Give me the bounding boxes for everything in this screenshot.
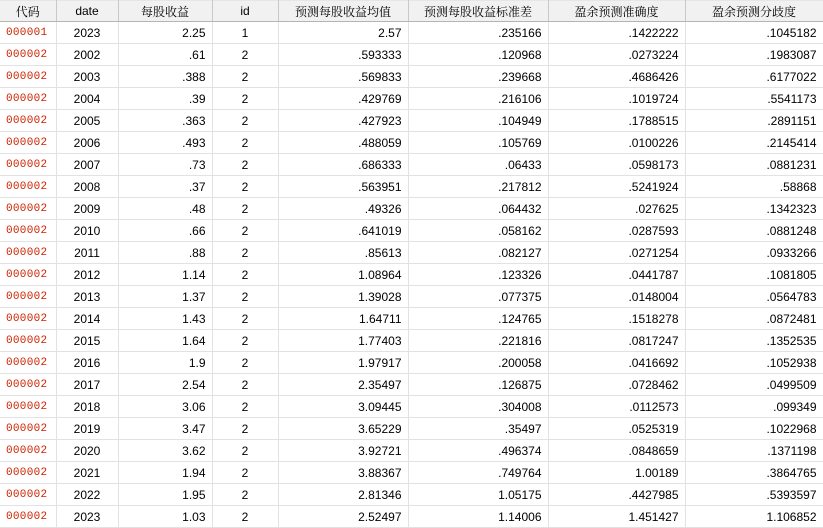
cell-mean[interactable]: .85613 <box>278 242 408 264</box>
cell-std[interactable]: .200058 <box>408 352 548 374</box>
cell-mean[interactable]: 1.97917 <box>278 352 408 374</box>
cell-code[interactable]: 000002 <box>0 176 56 198</box>
cell-code[interactable]: 000002 <box>0 374 56 396</box>
cell-disp[interactable]: .1052938 <box>685 352 823 374</box>
cell-std[interactable]: .304008 <box>408 396 548 418</box>
table-header <box>0 1 823 22</box>
cell-mean[interactable]: 2.35497 <box>278 374 408 396</box>
cell-disp[interactable]: .2145414 <box>685 132 823 154</box>
cell-std[interactable]: .496374 <box>408 440 548 462</box>
cell-std[interactable]: .123326 <box>408 264 548 286</box>
column-header-code[interactable]: 代码 <box>0 1 56 22</box>
cell-id[interactable]: 2 <box>212 330 278 352</box>
cell-id[interactable]: 1 <box>212 22 278 44</box>
cell-code[interactable]: 000002 <box>0 198 56 220</box>
cell-acc[interactable]: .0287593 <box>548 220 685 242</box>
cell-disp[interactable]: .5541173 <box>685 88 823 110</box>
cell-id[interactable]: 2 <box>212 220 278 242</box>
cell-eps[interactable]: .388 <box>118 66 212 88</box>
cell-code[interactable]: 000002 <box>0 242 56 264</box>
table-row[interactable] <box>0 396 823 418</box>
cell-mean[interactable]: 3.88367 <box>278 462 408 484</box>
cell-std[interactable]: .216106 <box>408 88 548 110</box>
cell-code[interactable]: 000002 <box>0 132 56 154</box>
table-row[interactable] <box>0 220 823 242</box>
cell-std[interactable]: .064432 <box>408 198 548 220</box>
cell-mean[interactable]: .429769 <box>278 88 408 110</box>
cell-mean[interactable]: .641019 <box>278 220 408 242</box>
cell-acc[interactable]: .0273224 <box>548 44 685 66</box>
cell-eps[interactable]: 1.37 <box>118 286 212 308</box>
table-row[interactable] <box>0 506 823 528</box>
table-row[interactable] <box>0 242 823 264</box>
cell-date[interactable]: 2005 <box>56 110 118 132</box>
cell-std[interactable]: 1.14006 <box>408 506 548 528</box>
cell-acc[interactable]: .0148004 <box>548 286 685 308</box>
cell-std[interactable]: .217812 <box>408 176 548 198</box>
cell-id[interactable]: 2 <box>212 88 278 110</box>
cell-acc[interactable]: 1.00189 <box>548 462 685 484</box>
cell-acc[interactable]: .0525319 <box>548 418 685 440</box>
cell-code[interactable]: 000001 <box>0 22 56 44</box>
cell-id[interactable]: 2 <box>212 396 278 418</box>
cell-id[interactable]: 2 <box>212 110 278 132</box>
cell-disp[interactable]: .1045182 <box>685 22 823 44</box>
cell-date[interactable]: 2015 <box>56 330 118 352</box>
cell-std[interactable]: .235166 <box>408 22 548 44</box>
cell-disp[interactable]: .0564783 <box>685 286 823 308</box>
cell-eps[interactable]: .493 <box>118 132 212 154</box>
cell-eps[interactable]: .48 <box>118 198 212 220</box>
cell-date[interactable]: 2002 <box>56 44 118 66</box>
cell-date[interactable]: 2014 <box>56 308 118 330</box>
cell-eps[interactable]: 1.14 <box>118 264 212 286</box>
cell-disp[interactable]: 1.106852 <box>685 506 823 528</box>
cell-id[interactable]: 2 <box>212 44 278 66</box>
cell-mean[interactable]: .563951 <box>278 176 408 198</box>
cell-mean[interactable]: .593333 <box>278 44 408 66</box>
cell-disp[interactable]: .0881248 <box>685 220 823 242</box>
cell-date[interactable]: 2021 <box>56 462 118 484</box>
cell-code[interactable]: 000002 <box>0 440 56 462</box>
cell-eps[interactable]: .61 <box>118 44 212 66</box>
cell-id[interactable]: 2 <box>212 286 278 308</box>
table-row[interactable] <box>0 462 823 484</box>
cell-mean[interactable]: 3.92721 <box>278 440 408 462</box>
column-header-date[interactable]: date <box>56 1 118 22</box>
table-body <box>0 22 823 528</box>
table-row[interactable] <box>0 484 823 506</box>
cell-std[interactable]: .077375 <box>408 286 548 308</box>
cell-mean[interactable]: .427923 <box>278 110 408 132</box>
table-row[interactable] <box>0 154 823 176</box>
table-row[interactable] <box>0 286 823 308</box>
cell-acc[interactable]: .4686426 <box>548 66 685 88</box>
column-header-forecast-mean[interactable]: 预测每股收益均值 <box>278 1 408 22</box>
cell-id[interactable]: 2 <box>212 374 278 396</box>
cell-disp[interactable]: .6177022 <box>685 66 823 88</box>
cell-code[interactable]: 000002 <box>0 462 56 484</box>
table-row[interactable] <box>0 44 823 66</box>
cell-acc[interactable]: .0728462 <box>548 374 685 396</box>
cell-date[interactable]: 2011 <box>56 242 118 264</box>
cell-date[interactable]: 2022 <box>56 484 118 506</box>
cell-disp[interactable]: .0872481 <box>685 308 823 330</box>
cell-eps[interactable]: 3.62 <box>118 440 212 462</box>
cell-std[interactable]: .105769 <box>408 132 548 154</box>
table-row[interactable] <box>0 440 823 462</box>
cell-acc[interactable]: .0112573 <box>548 396 685 418</box>
cell-date[interactable]: 2008 <box>56 176 118 198</box>
cell-mean[interactable]: 3.65229 <box>278 418 408 440</box>
cell-id[interactable]: 2 <box>212 198 278 220</box>
cell-mean[interactable]: 1.77403 <box>278 330 408 352</box>
cell-id[interactable]: 2 <box>212 66 278 88</box>
cell-id[interactable]: 2 <box>212 176 278 198</box>
cell-eps[interactable]: .88 <box>118 242 212 264</box>
cell-std[interactable]: .06433 <box>408 154 548 176</box>
cell-eps[interactable]: 2.54 <box>118 374 212 396</box>
cell-eps[interactable]: 1.95 <box>118 484 212 506</box>
cell-acc[interactable]: .4427985 <box>548 484 685 506</box>
header-row <box>0 1 823 22</box>
column-header-forecast-dispersion[interactable]: 盈余预测分歧度 <box>685 1 823 22</box>
cell-disp[interactable]: .1371198 <box>685 440 823 462</box>
cell-disp[interactable]: .2891151 <box>685 110 823 132</box>
cell-eps[interactable]: 2.25 <box>118 22 212 44</box>
cell-date[interactable]: 2009 <box>56 198 118 220</box>
cell-acc[interactable]: .0817247 <box>548 330 685 352</box>
cell-mean[interactable]: 1.64711 <box>278 308 408 330</box>
table-row[interactable] <box>0 352 823 374</box>
cell-std[interactable]: .058162 <box>408 220 548 242</box>
table-row[interactable] <box>0 176 823 198</box>
cell-acc[interactable]: .0441787 <box>548 264 685 286</box>
cell-disp[interactable]: .0499509 <box>685 374 823 396</box>
cell-eps[interactable]: 1.43 <box>118 308 212 330</box>
cell-mean[interactable]: 2.81346 <box>278 484 408 506</box>
cell-std[interactable]: .082127 <box>408 242 548 264</box>
cell-disp[interactable]: .1081805 <box>685 264 823 286</box>
cell-code[interactable]: 000002 <box>0 352 56 374</box>
cell-acc[interactable]: .027625 <box>548 198 685 220</box>
cell-date[interactable]: 2023 <box>56 506 118 528</box>
cell-date[interactable]: 2003 <box>56 66 118 88</box>
cell-acc[interactable]: .1788515 <box>548 110 685 132</box>
cell-mean[interactable]: 2.52497 <box>278 506 408 528</box>
cell-id[interactable]: 2 <box>212 308 278 330</box>
cell-mean[interactable]: 2.57 <box>278 22 408 44</box>
cell-date[interactable]: 2019 <box>56 418 118 440</box>
cell-eps[interactable]: 1.64 <box>118 330 212 352</box>
cell-date[interactable]: 2013 <box>56 286 118 308</box>
cell-id[interactable]: 2 <box>212 352 278 374</box>
cell-date[interactable]: 2004 <box>56 88 118 110</box>
table-row[interactable] <box>0 22 823 44</box>
cell-id[interactable]: 2 <box>212 264 278 286</box>
cell-mean[interactable]: 1.39028 <box>278 286 408 308</box>
cell-std[interactable]: .126875 <box>408 374 548 396</box>
cell-code[interactable]: 000002 <box>0 396 56 418</box>
cell-eps[interactable]: .66 <box>118 220 212 242</box>
cell-acc[interactable]: .0598173 <box>548 154 685 176</box>
cell-code[interactable]: 000002 <box>0 66 56 88</box>
cell-mean[interactable]: .686333 <box>278 154 408 176</box>
table-row[interactable] <box>0 418 823 440</box>
cell-eps[interactable]: .37 <box>118 176 212 198</box>
cell-disp[interactable]: .5393597 <box>685 484 823 506</box>
cell-id[interactable]: 2 <box>212 506 278 528</box>
cell-mean[interactable]: 3.09445 <box>278 396 408 418</box>
cell-date[interactable]: 2010 <box>56 220 118 242</box>
cell-code[interactable]: 000002 <box>0 308 56 330</box>
table-row[interactable] <box>0 308 823 330</box>
table-row[interactable] <box>0 110 823 132</box>
cell-eps[interactable]: .363 <box>118 110 212 132</box>
cell-id[interactable]: 2 <box>212 132 278 154</box>
table-row[interactable] <box>0 374 823 396</box>
cell-code[interactable]: 000002 <box>0 286 56 308</box>
cell-std[interactable]: .104949 <box>408 110 548 132</box>
cell-acc[interactable]: .0271254 <box>548 242 685 264</box>
cell-disp[interactable]: .1352535 <box>685 330 823 352</box>
table-row[interactable] <box>0 198 823 220</box>
cell-date[interactable]: 2020 <box>56 440 118 462</box>
column-header-forecast-accuracy[interactable]: 盈余预测准确度 <box>548 1 685 22</box>
cell-disp[interactable]: .1022968 <box>685 418 823 440</box>
cell-date[interactable]: 2023 <box>56 22 118 44</box>
table-row[interactable] <box>0 264 823 286</box>
cell-mean[interactable]: 1.08964 <box>278 264 408 286</box>
column-header-id[interactable]: id <box>212 1 278 22</box>
cell-date[interactable]: 2007 <box>56 154 118 176</box>
cell-acc[interactable]: .1019724 <box>548 88 685 110</box>
cell-code[interactable]: 000002 <box>0 110 56 132</box>
cell-eps[interactable]: .73 <box>118 154 212 176</box>
cell-disp[interactable]: .099349 <box>685 396 823 418</box>
cell-mean[interactable]: .488059 <box>278 132 408 154</box>
cell-mean[interactable]: .569833 <box>278 66 408 88</box>
cell-acc[interactable]: .0100226 <box>548 132 685 154</box>
cell-disp[interactable]: .58868 <box>685 176 823 198</box>
cell-eps[interactable]: 3.06 <box>118 396 212 418</box>
cell-std[interactable]: .221816 <box>408 330 548 352</box>
table-row[interactable] <box>0 66 823 88</box>
cell-code[interactable]: 000002 <box>0 88 56 110</box>
cell-id[interactable]: 2 <box>212 462 278 484</box>
table-row[interactable] <box>0 132 823 154</box>
cell-id[interactable]: 2 <box>212 440 278 462</box>
cell-date[interactable]: 2012 <box>56 264 118 286</box>
cell-acc[interactable]: .1422222 <box>548 22 685 44</box>
cell-eps[interactable]: 1.03 <box>118 506 212 528</box>
cell-id[interactable]: 2 <box>212 418 278 440</box>
cell-id[interactable]: 2 <box>212 242 278 264</box>
cell-date[interactable]: 2016 <box>56 352 118 374</box>
cell-acc[interactable]: .5241924 <box>548 176 685 198</box>
cell-disp[interactable]: .0933266 <box>685 242 823 264</box>
cell-acc[interactable]: .1518278 <box>548 308 685 330</box>
cell-acc[interactable]: .0416692 <box>548 352 685 374</box>
cell-std[interactable]: 1.05175 <box>408 484 548 506</box>
cell-std[interactable]: .124765 <box>408 308 548 330</box>
cell-acc[interactable]: .0848659 <box>548 440 685 462</box>
table-row[interactable] <box>0 330 823 352</box>
cell-code[interactable]: 000002 <box>0 484 56 506</box>
cell-code[interactable]: 000002 <box>0 330 56 352</box>
cell-code[interactable]: 000002 <box>0 220 56 242</box>
cell-std[interactable]: .120968 <box>408 44 548 66</box>
cell-code[interactable]: 000002 <box>0 154 56 176</box>
cell-std[interactable]: .239668 <box>408 66 548 88</box>
cell-eps[interactable]: 3.47 <box>118 418 212 440</box>
column-header-eps[interactable]: 每股收益 <box>118 1 212 22</box>
cell-code[interactable]: 000002 <box>0 44 56 66</box>
cell-std[interactable]: .749764 <box>408 462 548 484</box>
cell-mean[interactable]: .49326 <box>278 198 408 220</box>
cell-date[interactable]: 2006 <box>56 132 118 154</box>
cell-code[interactable]: 000002 <box>0 264 56 286</box>
cell-acc[interactable]: 1.451427 <box>548 506 685 528</box>
cell-code[interactable]: 000002 <box>0 506 56 528</box>
cell-disp[interactable]: .1983087 <box>685 44 823 66</box>
cell-eps[interactable]: 1.9 <box>118 352 212 374</box>
column-header-forecast-std[interactable]: 预测每股收益标准差 <box>408 1 548 22</box>
cell-id[interactable]: 2 <box>212 154 278 176</box>
cell-disp[interactable]: .1342323 <box>685 198 823 220</box>
cell-code[interactable]: 000002 <box>0 418 56 440</box>
cell-disp[interactable]: .0881231 <box>685 154 823 176</box>
cell-eps[interactable]: .39 <box>118 88 212 110</box>
cell-date[interactable]: 2017 <box>56 374 118 396</box>
cell-id[interactable]: 2 <box>212 484 278 506</box>
cell-disp[interactable]: .3864765 <box>685 462 823 484</box>
cell-date[interactable]: 2018 <box>56 396 118 418</box>
cell-eps[interactable]: 1.94 <box>118 462 212 484</box>
table-row[interactable] <box>0 88 823 110</box>
cell-std[interactable]: .35497 <box>408 418 548 440</box>
